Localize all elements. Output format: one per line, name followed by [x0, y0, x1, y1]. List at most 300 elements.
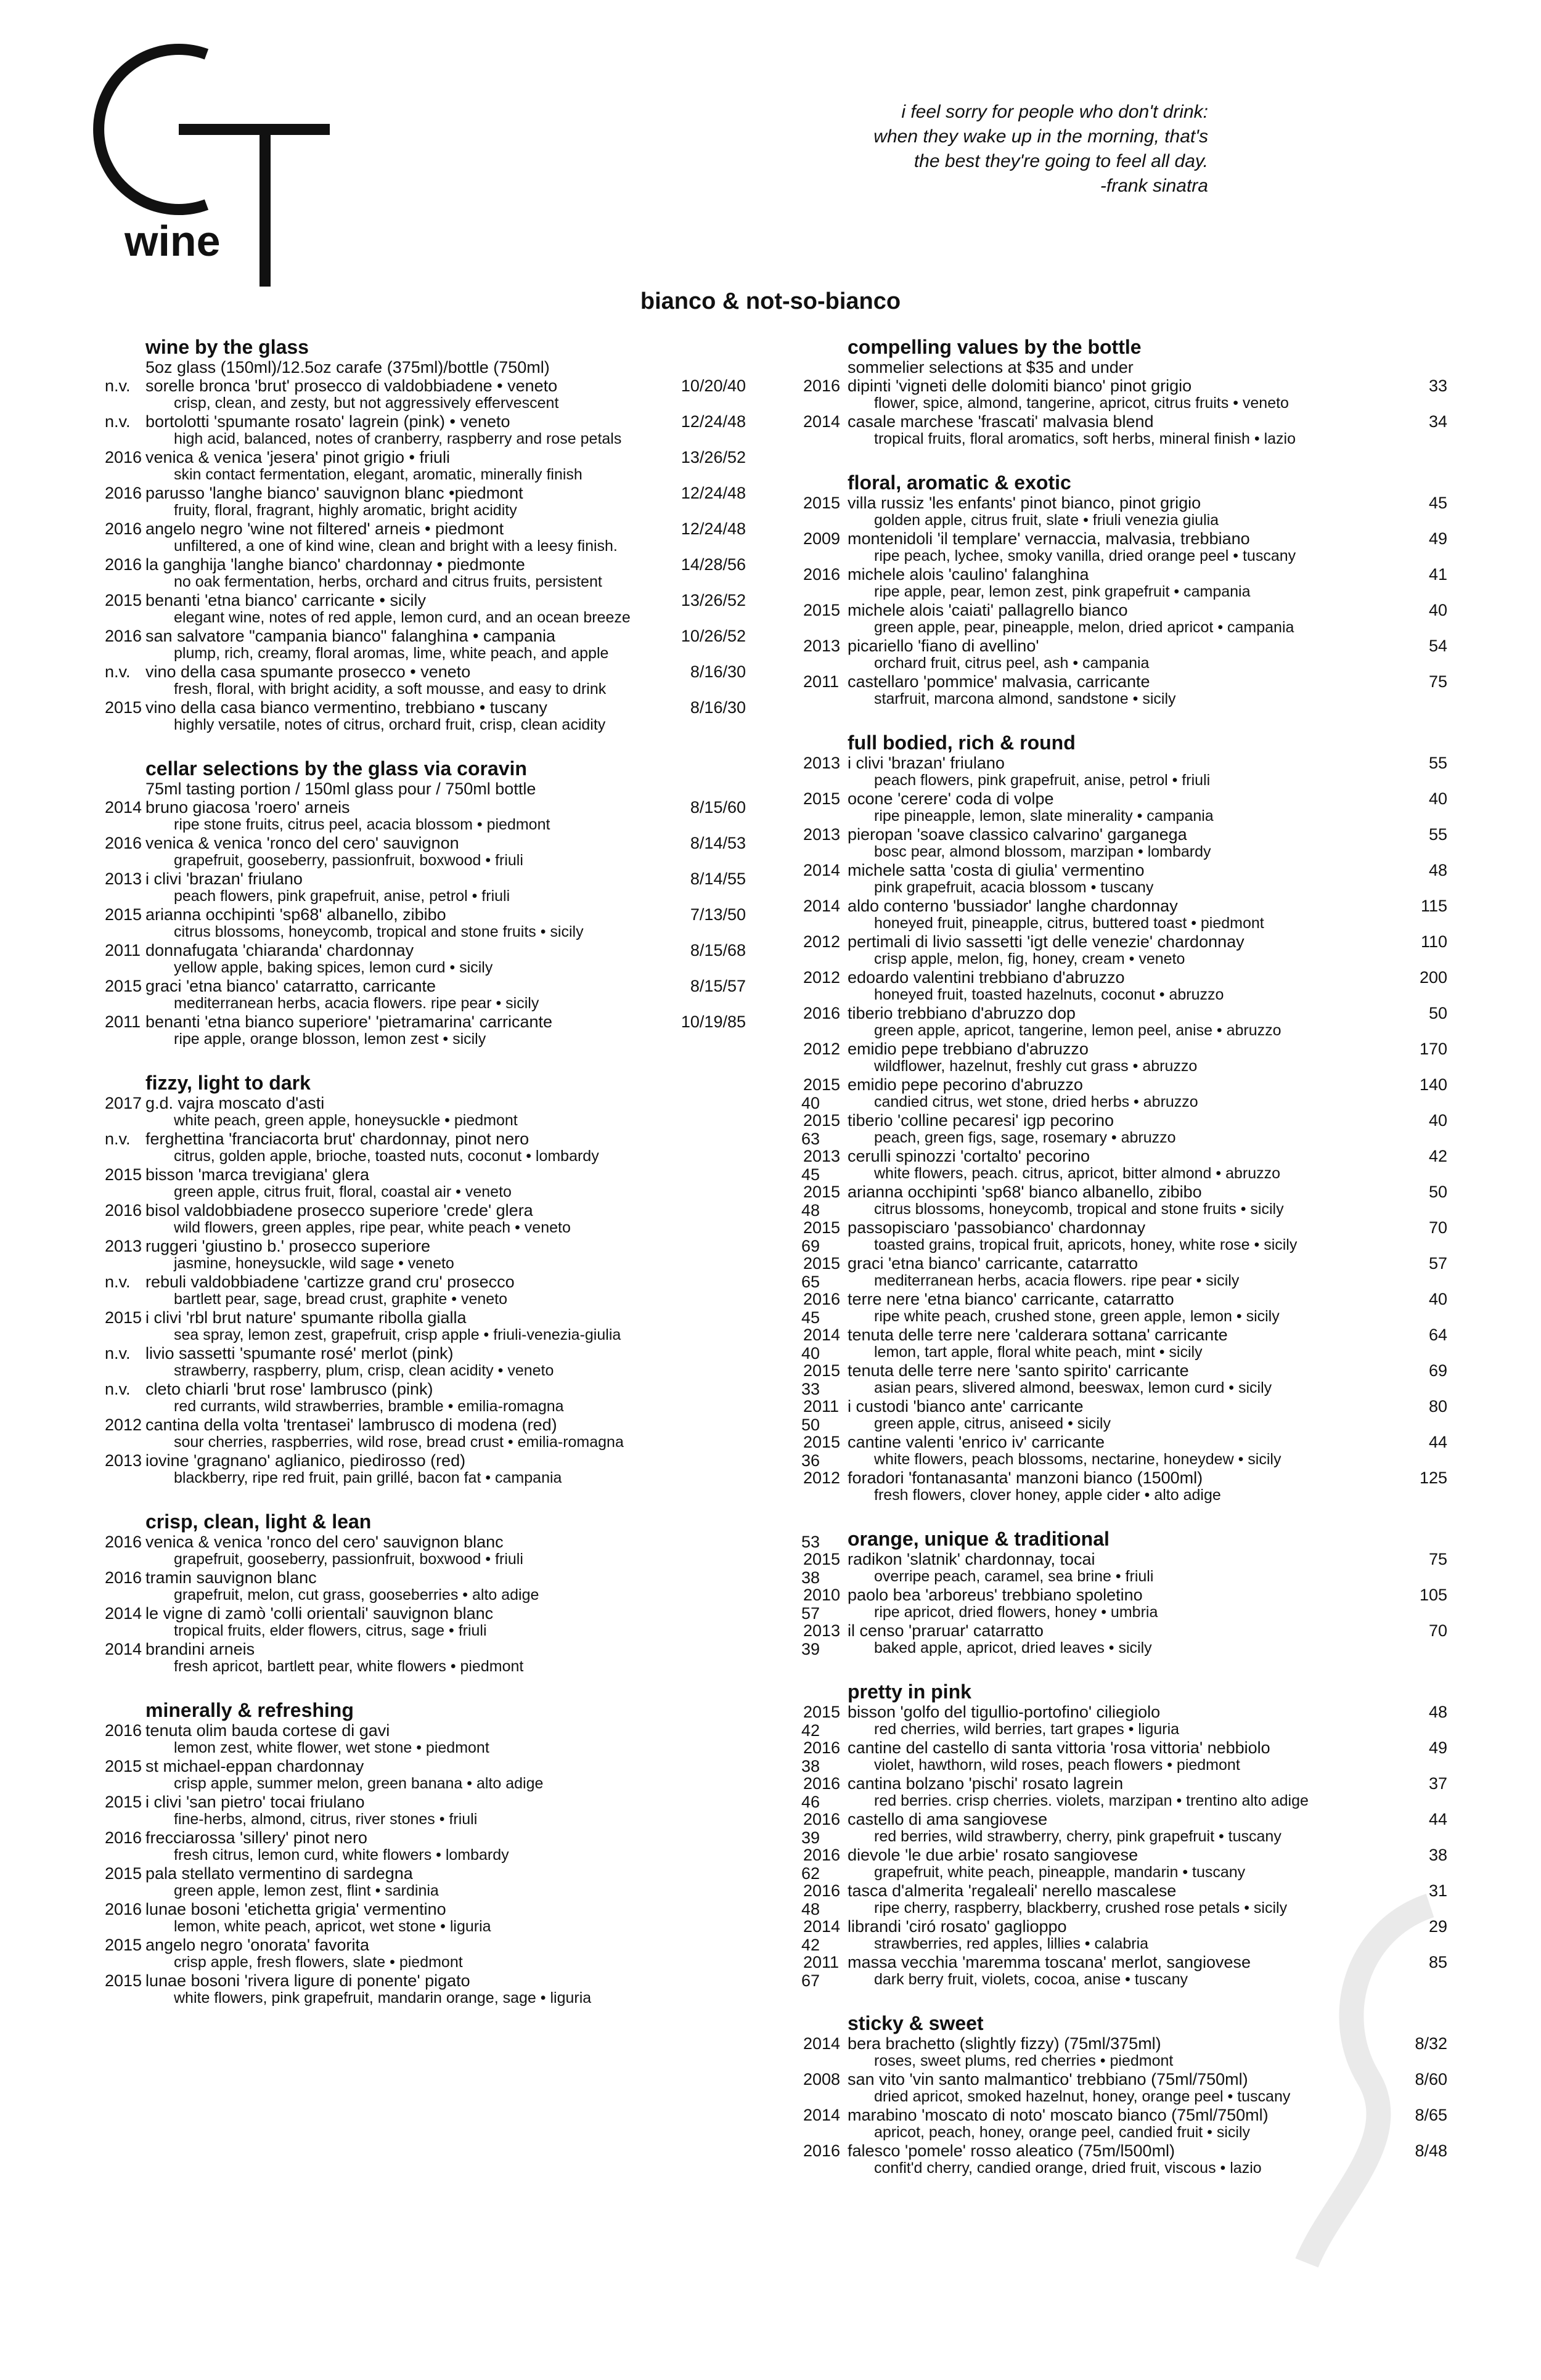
wine-name: bisol valdobbiadene prosecco superiore 'crede' glera	[145, 1201, 533, 1220]
wine-notes: tropical fruits, floral aromatics, soft herbs, mineral finish • lazio	[874, 430, 1296, 447]
wine-entry	[105, 1533, 820, 1568]
wine-vintage: 2015	[105, 1308, 142, 1327]
wine-notes: fresh, floral, with bright acidity, a soft mousse, and easy to drink	[174, 680, 607, 698]
wine-vintage: 2014	[803, 897, 841, 915]
wine-row	[105, 1380, 820, 1398]
wine-price: 69	[801, 1237, 820, 1255]
wine-row	[803, 1397, 1447, 1416]
wine-notes: highly versatile, notes of citrus, orchard fruit, crisp, clean acidity	[174, 716, 606, 733]
wine-price: 105	[1419, 1586, 1447, 1604]
wine-notes: asian pears, slivered almond, beeswax, lemon curd • sicily	[874, 1379, 1272, 1396]
wine-row	[105, 1201, 820, 1220]
wine-entry	[803, 932, 1447, 968]
wine-vintage: 2013	[803, 1147, 841, 1165]
wine-name: bisson 'marca trevigiana' glera	[145, 1165, 369, 1184]
wine-vintage: 2014	[105, 1640, 142, 1658]
wine-price: 29	[1428, 1917, 1447, 1936]
wine-notes: confit'd cherry, candied orange, dried fruit, viscous • lazio	[874, 2159, 1262, 2177]
wine-price: 57	[801, 1604, 820, 1623]
wine-name: cleto chiarli 'brut rose' lambrusco (pink)	[145, 1380, 433, 1398]
wine-notes: ripe stone fruits, citrus peel, acacia blossom • piedmont	[174, 816, 550, 833]
wine-notes: grapefruit, gooseberry, passionfruit, boxwood • friuli	[174, 1551, 523, 1568]
wine-vintage: 2015	[803, 1218, 841, 1237]
wine-notes: blackberry, ripe red fruit, pain grillé, bacon fat • campania	[174, 1469, 562, 1486]
wine-name: cerulli spinozzi 'cortalto' pecorino	[848, 1147, 1090, 1165]
wine-vintage: 2015	[105, 698, 142, 717]
left-column	[105, 336, 820, 2031]
wine-row	[105, 1130, 820, 1148]
wine-name: edoardo valentini trebbiano d'abruzzo	[848, 968, 1125, 987]
wine-vintage: n.v.	[105, 1273, 131, 1291]
wine-name: casale marchese 'frascati' malvasia blend	[848, 412, 1154, 431]
wine-vintage: 2009	[803, 529, 841, 548]
section-title: cellar selections by the glass via coravin	[145, 757, 527, 780]
wine-price: 55	[1428, 754, 1447, 772]
wine-row	[803, 1111, 1447, 1130]
wine-price: 7/13/50	[690, 905, 746, 924]
wine-vintage: 2014	[803, 412, 841, 431]
wine-notes: honeyed fruit, pineapple, citrus, buttered toast • piedmont	[874, 915, 1264, 932]
wine-notes: white flowers, peach blossoms, nectarine, honeydew • sicily	[874, 1451, 1281, 1468]
wine-vintage: 2011	[803, 1397, 840, 1416]
wine-entry	[105, 1451, 820, 1487]
wine-row	[105, 1640, 820, 1658]
wine-name: pertimali di livio sassetti 'igt delle venezie' chardonnay	[848, 932, 1245, 951]
wine-notes: lemon, white peach, apricot, wet stone • liguria	[174, 1918, 491, 1935]
wine-price: 8/14/55	[690, 870, 746, 888]
wine-name: benanti 'etna bianco' carricante • sicily	[145, 591, 427, 609]
wine-name: foradori 'fontanasanta' manzoni bianco (1500ml)	[848, 1469, 1203, 1487]
wine-notes: dried apricot, smoked hazelnut, honey, orange peel • tuscany	[874, 2088, 1291, 2105]
wine-entry	[803, 377, 1447, 412]
wine-notes: plump, rich, creamy, floral aromas, lime, white peach, and apple	[174, 645, 609, 662]
wine-notes: green apple, lemon zest, flint • sardinia	[174, 1882, 439, 1899]
wine-notes: bartlett pear, sage, bread crust, graphite • veneto	[174, 1290, 508, 1308]
wine-name: lunae bosoni 'etichetta grigia' vermentino	[145, 1900, 446, 1918]
wine-vintage: 2016	[803, 1774, 841, 1793]
wine-name: graci 'etna bianco' catarratto, carricante	[145, 977, 436, 995]
wine-vintage: 2015	[105, 1165, 142, 1184]
wine-price: 40	[1428, 1111, 1447, 1130]
wine-price: 8/15/57	[690, 977, 746, 995]
wine-price: 70	[1428, 1218, 1447, 1237]
wine-price: 34	[1428, 412, 1447, 431]
wine-price: 41	[1428, 565, 1447, 584]
wine-price: 10/20/40	[681, 377, 746, 395]
wine-price: 170	[1419, 1040, 1447, 1058]
wine-vintage: 2015	[105, 905, 142, 924]
wine-notes: mediterranean herbs, acacia flowers. ripe pear • sicily	[874, 1272, 1240, 1289]
wine-vintage: 2016	[803, 1810, 841, 1828]
wine-price: 38	[801, 1568, 820, 1587]
wine-row	[803, 1810, 1447, 1828]
wine-vintage: 2016	[105, 448, 142, 467]
wine-entry	[105, 484, 820, 520]
wine-entry	[105, 1900, 820, 1936]
wine-vintage: 2016	[105, 1201, 142, 1220]
wine-row	[803, 1774, 1447, 1793]
wine-notes: crisp, clean, and zesty, but not aggressively effervescent	[174, 394, 559, 412]
quote-line: i feel sorry for people who don't drink:	[901, 102, 1208, 122]
wine-name: cantine del castello di santa vittoria 'rosa vittoria' nebbiolo	[848, 1738, 1270, 1757]
wine-price: 63	[801, 1130, 820, 1148]
wine-notes: ripe pineapple, lemon, slate minerality • campania	[874, 807, 1214, 825]
wine-notes: toasted grains, tropical fruit, apricots, honey, white rose • sicily	[874, 1236, 1298, 1253]
wine-price: 80	[1428, 1397, 1447, 1416]
wine-name: cantina bolzano 'pischi' rosato lagrein	[848, 1774, 1124, 1793]
wine-entry	[105, 1936, 820, 1971]
wine-entry	[803, 1433, 1447, 1469]
section-title: crisp, clean, light & lean	[145, 1510, 372, 1533]
wine-name: g.d. vajra moscato d'asti	[145, 1094, 325, 1112]
wine-entry	[105, 555, 820, 591]
wine-vintage: 2015	[803, 1075, 841, 1094]
wine-row	[105, 1308, 820, 1327]
wine-price: 75	[1428, 1550, 1447, 1568]
wine-notes: ripe cherry, raspberry, blackberry, crushed rose petals • sicily	[874, 1899, 1288, 1917]
wine-price: 75	[1428, 672, 1447, 691]
wine-name: pala stellato vermentino di sardegna	[145, 1864, 413, 1883]
wine-row	[105, 870, 820, 888]
wine-name: picariello 'fiano di avellino'	[848, 637, 1039, 655]
wine-row	[803, 1075, 1447, 1094]
wine-vintage: 2016	[803, 2142, 841, 2160]
wine-row	[803, 1846, 1447, 1864]
wine-notes: fruity, floral, fragrant, highly aromatic, bright acidity	[174, 502, 517, 519]
wine-entry	[803, 789, 1447, 825]
wine-entry	[803, 637, 1447, 672]
menu-section	[105, 1510, 820, 1676]
wine-notes: starfruit, marcona almond, sandstone • sicily	[874, 690, 1176, 707]
wine-entry	[105, 1273, 820, 1308]
wine-notes: peach, green figs, sage, rosemary • abruzzo	[874, 1129, 1176, 1146]
wine-name: bisson 'golfo del tigullio-portofino' ciliegiolo	[848, 1703, 1161, 1721]
wine-price: 40	[801, 1094, 820, 1112]
wine-name: michele alois 'caiati' pallagrello bianco	[848, 601, 1128, 619]
wine-notes: mediterranean herbs, acacia flowers. ripe pear • sicily	[174, 995, 539, 1012]
wine-entry	[105, 1201, 820, 1237]
wine-entry	[803, 968, 1447, 1004]
wine-price: 39	[801, 1640, 820, 1658]
wine-name: tenuta delle terre nere 'calderara sottana' carricante	[848, 1326, 1228, 1344]
wine-price: 40	[1428, 601, 1447, 619]
wine-notes: orchard fruit, citrus peel, ash • campania	[874, 654, 1150, 672]
wine-entry	[803, 1254, 1447, 1290]
wine-notes: green apple, citrus, aniseed • sicily	[874, 1415, 1111, 1432]
wine-notes: sea spray, lemon zest, grapefruit, crisp apple • friuli-venezia-giulia	[174, 1326, 621, 1343]
wine-vintage: 2013	[105, 870, 142, 888]
wine-notes: fresh flowers, clover honey, apple cider • alto adige	[874, 1486, 1221, 1504]
wine-name: tasca d'almerita 'regaleali' nerello mascalese	[848, 1881, 1177, 1900]
wine-notes: honeyed fruit, toasted hazelnuts, coconut • abruzzo	[874, 986, 1224, 1003]
wine-vintage: 2015	[803, 789, 841, 808]
wine-row	[105, 941, 820, 960]
wine-vintage: 2016	[803, 377, 841, 395]
wine-price: 48	[1428, 1703, 1447, 1721]
wine-row	[105, 977, 820, 995]
wine-entry	[803, 861, 1447, 897]
wine-name: marabino 'moscato di noto' moscato bianco (75ml/750ml)	[848, 2106, 1269, 2124]
wine-name: iovine 'gragnano' aglianico, piedirosso (red)	[145, 1451, 466, 1470]
wine-row	[803, 1703, 1447, 1721]
wine-row	[105, 377, 820, 395]
page-title: bianco & not-so-bianco	[640, 288, 901, 314]
wine-vintage: 2012	[105, 1416, 142, 1434]
wine-notes: candied citrus, wet stone, dried herbs • abruzzo	[874, 1093, 1198, 1111]
wine-entry	[803, 1846, 1447, 1881]
wine-entry	[803, 565, 1447, 601]
wine-row	[105, 662, 820, 681]
wine-notes: ripe apple, pear, lemon zest, pink grapefruit • campania	[874, 583, 1251, 600]
wine-notes: strawberry, raspberry, plum, crisp, clean acidity • veneto	[174, 1362, 554, 1379]
wine-price: 53	[801, 1533, 820, 1551]
wine-row	[803, 1469, 1447, 1487]
wine-entry	[105, 698, 820, 734]
wine-entry	[105, 1165, 820, 1201]
wine-vintage: 2011	[803, 1953, 840, 1971]
wine-row	[803, 1738, 1447, 1757]
wine-vintage: 2016	[803, 1846, 841, 1864]
wine-vintage: 2015	[803, 1703, 841, 1721]
wine-vintage: 2013	[105, 1451, 142, 1470]
wine-row	[105, 1416, 820, 1434]
wine-notes: yellow apple, baking spices, lemon curd • sicily	[174, 959, 493, 976]
wine-name: i clivi 'brazan' friulano	[848, 754, 1005, 772]
menu-section	[105, 1072, 820, 1487]
wine-name: cantine valenti 'enrico iv' carricante	[848, 1433, 1105, 1451]
wine-notes: skin contact fermentation, elegant, aromatic, minerally finish	[174, 466, 582, 483]
wine-entry	[105, 1864, 820, 1900]
wine-row	[105, 1721, 820, 1740]
wine-entry	[105, 1793, 820, 1828]
wine-name: lunae bosoni 'rivera ligure di ponente' pigato	[145, 1971, 470, 1990]
wine-vintage: 2016	[105, 1721, 142, 1740]
wine-row	[105, 1936, 820, 1954]
wine-row	[105, 1344, 820, 1363]
wine-name: passopisciaro 'passobianco' chardonnay	[848, 1218, 1146, 1237]
wine-price: 125	[1419, 1469, 1447, 1487]
wine-notes: dark berry fruit, violets, cocoa, anise • tuscany	[874, 1971, 1188, 1988]
wine-vintage: n.v.	[105, 1130, 131, 1148]
menu-section	[803, 336, 1447, 448]
wine-name: i clivi 'brazan' friulano	[145, 870, 303, 888]
wine-notes: ripe peach, lychee, smoky vanilla, dried orange peel • tuscany	[874, 547, 1296, 564]
wine-notes: no oak fermentation, herbs, orchard and citrus fruits, persistent	[174, 573, 602, 590]
wine-vintage: 2014	[803, 1326, 841, 1344]
wine-row	[803, 825, 1447, 844]
wine-entry	[105, 1416, 820, 1451]
wine-name: parusso 'langhe bianco' sauvignon blanc •piedmont	[145, 484, 523, 502]
wine-notes: green apple, pear, pineapple, melon, dried apricot • campania	[874, 619, 1294, 636]
wine-entry	[803, 1004, 1447, 1040]
wine-row	[105, 1013, 820, 1031]
wine-name: angelo negro 'wine not filtered' arneis • piedmont	[145, 520, 504, 538]
wine-name: donnafugata 'chiaranda' chardonnay	[145, 941, 414, 960]
wine-row	[105, 905, 820, 924]
logo-wordmark: wine	[125, 217, 221, 265]
wine-price: 44	[1428, 1810, 1447, 1828]
wine-entry	[803, 1550, 1447, 1586]
section-title: fizzy, light to dark	[145, 1072, 311, 1094]
wine-name: dievole 'le due arbie' rosato sangiovese	[848, 1846, 1138, 1864]
wine-entry	[803, 1397, 1447, 1433]
wine-entry	[105, 1828, 820, 1864]
wine-price: 55	[1428, 825, 1447, 844]
wine-row	[105, 448, 820, 467]
section-title: compelling values by the bottle	[848, 336, 1142, 358]
wine-row	[105, 591, 820, 609]
wine-price: 46	[801, 1793, 820, 1811]
wine-name: bruno giacosa 'roero' arneis	[145, 798, 350, 817]
wine-price: 40	[1428, 1290, 1447, 1308]
quote-line: when they wake up in the morning, that's	[873, 126, 1208, 147]
wine-row	[803, 1550, 1447, 1568]
wine-row	[105, 698, 820, 717]
wine-price: 8/16/30	[690, 662, 746, 681]
wine-vintage: 2011	[803, 672, 840, 691]
wine-name: tenuta olim bauda cortese di gavi	[145, 1721, 390, 1740]
wine-vintage: 2016	[105, 555, 142, 574]
wine-notes: green apple, citrus fruit, floral, coastal air • veneto	[174, 1183, 512, 1200]
wine-entry	[105, 1308, 820, 1344]
wine-row	[803, 601, 1447, 619]
wine-notes: fine-herbs, almond, citrus, river stones • friuli	[174, 1811, 478, 1828]
wine-row	[803, 1290, 1447, 1308]
wine-row	[105, 834, 820, 852]
wine-row	[803, 1218, 1447, 1237]
wine-notes: lemon zest, white flower, wet stone • piedmont	[174, 1739, 489, 1756]
wine-entry	[803, 1040, 1447, 1075]
wine-entry	[105, 1568, 820, 1604]
wine-row	[803, 1040, 1447, 1058]
wine-vintage: 2015	[105, 1864, 142, 1883]
wine-notes: crisp apple, melon, fig, honey, cream • veneto	[874, 950, 1185, 968]
wine-vintage: 2013	[803, 637, 841, 655]
wine-name: angelo negro 'onorata' favorita	[145, 1936, 370, 1954]
wine-row	[105, 1604, 820, 1623]
wine-name: dipinti 'vigneti delle dolomiti bianco' pinot grigio	[848, 377, 1192, 395]
wine-vintage: 2012	[803, 1469, 841, 1487]
wine-vintage: n.v.	[105, 377, 131, 395]
wine-vintage: 2014	[803, 2106, 841, 2124]
wine-entry	[803, 412, 1447, 448]
wine-price: 64	[1428, 1326, 1447, 1344]
wine-vintage: 2014	[105, 1604, 142, 1623]
wine-vintage: 2013	[803, 754, 841, 772]
wine-vintage: 2010	[803, 1586, 841, 1604]
wine-entry	[803, 754, 1447, 789]
wine-name: tiberio 'colline pecaresi' igp pecorino	[848, 1111, 1114, 1130]
wine-price: 8/60	[1415, 2070, 1447, 2089]
wine-notes: golden apple, citrus fruit, slate • friuli venezia giulia	[874, 511, 1219, 529]
wine-price: 8/14/53	[690, 834, 746, 852]
wine-notes: red currants, wild strawberries, bramble • emilia-romagna	[174, 1398, 564, 1415]
wine-notes: grapefruit, white peach, pineapple, mandarin • tuscany	[874, 1864, 1246, 1881]
wine-entry	[105, 1721, 820, 1757]
wine-entry	[105, 412, 820, 448]
wine-vintage: 2016	[803, 1881, 841, 1900]
wine-name: michele alois 'caulino' falanghina	[848, 565, 1089, 584]
wine-vintage: 2013	[803, 825, 841, 844]
wine-price: 8/16/30	[690, 698, 746, 717]
wine-vintage: 2012	[803, 968, 841, 987]
wine-notes: violet, hawthorn, wild roses, peach flowers • piedmont	[874, 1756, 1240, 1774]
wine-name: i clivi 'san pietro' tocai friulano	[145, 1793, 365, 1811]
wine-name: rebuli valdobbiadene 'cartizze grand cru' prosecco	[145, 1273, 515, 1291]
wine-entry	[803, 1774, 1447, 1810]
wine-vintage: 2013	[803, 1621, 841, 1640]
wine-price: 40	[1428, 789, 1447, 808]
wine-notes: jasmine, honeysuckle, wild sage • veneto	[174, 1255, 454, 1272]
wine-name: cantina della volta 'trentasei' lambrusco di modena (red)	[145, 1416, 557, 1434]
wine-vintage: 2015	[803, 1254, 841, 1273]
wine-price: 31	[1428, 1881, 1447, 1900]
wine-entry	[803, 1147, 1447, 1183]
wine-vintage: n.v.	[105, 412, 131, 431]
wine-price: 38	[1428, 1846, 1447, 1864]
wine-name: frecciarossa 'sillery' pinot nero	[145, 1828, 367, 1847]
wine-price: 33	[801, 1380, 820, 1398]
wine-vintage: 2015	[803, 1183, 841, 1201]
section-title: pretty in pink	[848, 1681, 971, 1703]
wine-notes: high acid, balanced, notes of cranberry, raspberry and rose petals	[174, 430, 622, 447]
wine-notes: flower, spice, almond, tangerine, apricot, citrus fruits • veneto	[874, 394, 1289, 412]
wine-price: 36	[801, 1451, 820, 1470]
wine-entry	[105, 377, 820, 412]
wine-row	[803, 754, 1447, 772]
wine-vintage: 2014	[105, 798, 142, 817]
wine-entry	[803, 1703, 1447, 1738]
wine-entry	[105, 1094, 820, 1130]
wine-name: livio sassetti 'spumante rosé' merlot (pink)	[145, 1344, 454, 1363]
wine-vintage: 2016	[105, 1533, 142, 1551]
wine-price: 42	[801, 1936, 820, 1954]
wine-name: san vito 'vin santo malmantico' trebbiano (75ml/750ml)	[848, 2070, 1248, 2089]
wine-entry	[105, 1604, 820, 1640]
wine-name: ferghettina 'franciacorta brut' chardonnay, pinot nero	[145, 1130, 529, 1148]
wine-price: 50	[1428, 1004, 1447, 1022]
wine-vintage: 2016	[105, 1828, 142, 1847]
wine-notes: red berries. crisp cherries. violets, marzipan • trentino alto adige	[874, 1792, 1309, 1809]
wine-row	[803, 1361, 1447, 1380]
wine-name: benanti 'etna bianco superiore' 'pietramarina' carricante	[145, 1013, 552, 1031]
wine-entry	[803, 1621, 1447, 1657]
wine-entry	[105, 448, 820, 484]
wine-row	[105, 520, 820, 538]
wine-notes: baked apple, apricot, dried leaves • sicily	[874, 1639, 1152, 1657]
wine-vintage: n.v.	[105, 1344, 131, 1363]
wine-price: 85	[1428, 1953, 1447, 1971]
quote-line: the best they're going to feel all day.	[914, 151, 1208, 171]
wine-name: la ganghija 'langhe bianco' chardonnay • piedmonte	[145, 555, 525, 574]
wine-name: castello di ama sangiovese	[848, 1810, 1048, 1828]
wine-name: tiberio trebbiano d'abruzzo dop	[848, 1004, 1076, 1022]
wine-row	[105, 1568, 820, 1587]
section-title: floral, aromatic & exotic	[848, 471, 1071, 494]
wine-notes: fresh citrus, lemon curd, white flowers • lombardy	[174, 1846, 509, 1864]
wine-name: michele satta 'costa di giulia' vermentino	[848, 861, 1145, 879]
wine-name: arianna occhipinti 'sp68' albanello, zibibo	[145, 905, 446, 924]
wine-row	[105, 1900, 820, 1918]
wine-notes: red berries, wild strawberry, cherry, pink grapefruit • tuscany	[874, 1828, 1281, 1845]
wine-name: san salvatore "campania bianco" falanghina • campania	[145, 627, 556, 645]
wine-price: 8/32	[1415, 2034, 1447, 2053]
wine-vintage: 2013	[105, 1237, 142, 1255]
wine-row	[803, 529, 1447, 548]
wine-row	[105, 1864, 820, 1883]
wine-notes: roses, sweet plums, red cherries • piedmont	[874, 2052, 1174, 2069]
wine-entry	[105, 627, 820, 662]
